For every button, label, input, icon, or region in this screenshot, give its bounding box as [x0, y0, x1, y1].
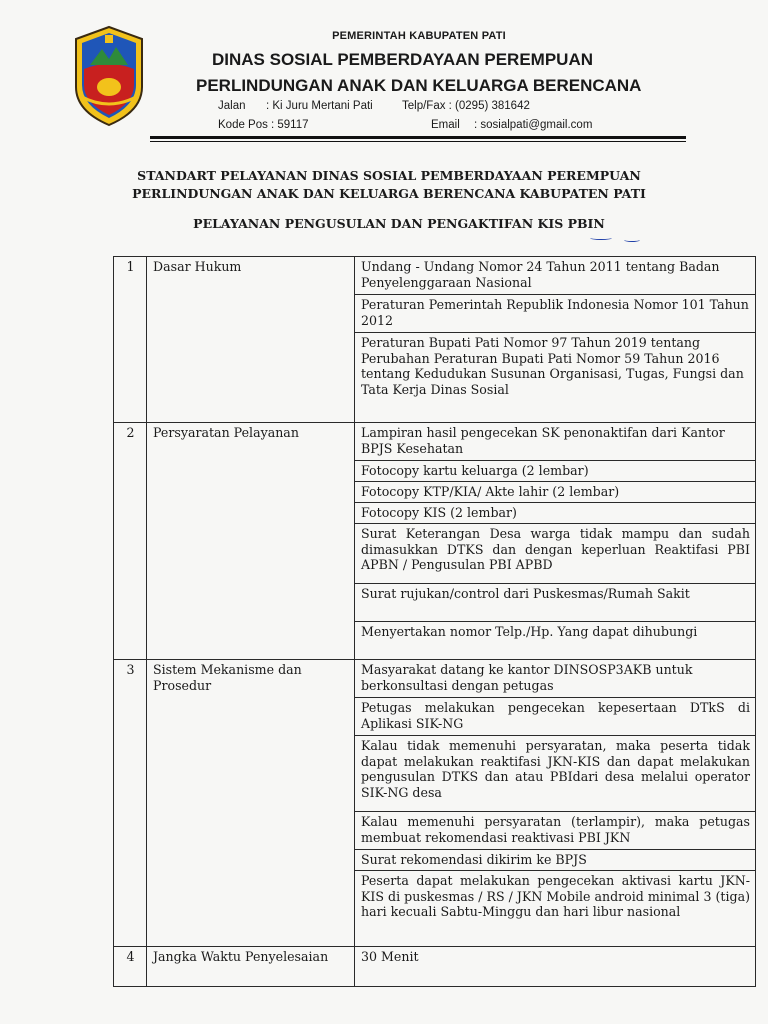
- service-title: PELAYANAN PENGUSULAN DAN PENGAKTIFAN KIS PBIN: [193, 216, 605, 231]
- component-detail: Peraturan Pemerintah Republik Indonesia Nomor 101 Tahun 2012: [355, 295, 756, 333]
- email-label: Email: [431, 119, 460, 131]
- table-row: [114, 947, 756, 987]
- letterhead-divider: [150, 136, 686, 139]
- postal-code-value: : 59117: [271, 119, 309, 131]
- component-label: Sistem Mekanisme dan Prosedur: [147, 660, 355, 947]
- component-detail: Peraturan Bupati Pati Nomor 97 Tahun 2019 tentang Perubahan Peraturan Bupati Pati Nomor 59 Tahun 2016 tentang Kedudukan Susunan Organisasi, Tugas, Fungsi dan Tata Kerja Dinas Sosial: [355, 333, 756, 423]
- component-label: Persyaratan Pelayanan: [147, 423, 355, 660]
- service-standard-table: [113, 256, 756, 987]
- address-value: : Ki Juru Mertani Pati: [266, 100, 373, 112]
- component-detail: Undang - Undang Nomor 24 Tahun 2011 tentang Badan Penyelenggaraan Nasional: [355, 257, 756, 295]
- postal-code-label: Kode Pos: [218, 119, 268, 131]
- table-row: [114, 257, 756, 295]
- agency-name-line2: PERLINDUNGAN ANAK DAN KELUARGA BERENCANA: [196, 76, 642, 95]
- component-detail: Fotocopy kartu keluarga (2 lembar): [355, 461, 756, 482]
- component-detail: Surat rujukan/control dari Puskesmas/Rumah Sakit: [355, 584, 756, 622]
- component-detail: Peserta dapat melakukan pengecekan aktivasi kartu JKN-KIS di puskesmas / RS / JKN Mobile android minimal 3 (tiga) hari kecuali Sabtu-Minggu dan hari libur nasional: [355, 871, 756, 947]
- component-label: Dasar Hukum: [147, 257, 355, 423]
- row-number: 3: [114, 660, 147, 947]
- row-number: 4: [114, 947, 147, 987]
- address-label: Jalan: [218, 100, 246, 112]
- component-detail: Petugas melakukan pengecekan kepesertaan DTkS di Aplikasi SIK-NG: [355, 698, 756, 736]
- component-detail: Kalau tidak memenuhi persyaratan, maka peserta tidak dapat melakukan reaktifasi JKN-KIS dan dapat melakukan pengusulan DTKS dan atau PBIdari desa melalui operator SIK-NG desa: [355, 736, 756, 812]
- component-detail: Fotocopy KTP/KIA/ Akte lahir (2 lembar): [355, 482, 756, 503]
- component-detail: Kalau memenuhi persyaratan (terlampir), maka petugas membuat rekomendasi reaktivasi PBI JKN: [355, 812, 756, 850]
- letterhead-divider-thin: [150, 141, 686, 142]
- component-label: Jangka Waktu Penyelesaian: [147, 947, 355, 987]
- component-detail: Menyertakan nomor Telp./Hp. Yang dapat dihubungi: [355, 622, 756, 660]
- email-value: : sosialpati@gmail.com: [474, 119, 593, 131]
- government-name: PEMERINTAH KABUPATEN PATI: [332, 30, 506, 42]
- component-detail: 30 Menit: [355, 947, 756, 987]
- row-number: 1: [114, 257, 147, 423]
- document-title-line2: PERLINDUNGAN ANAK DAN KELUARGA BERENCANA KABUPATEN PATI: [132, 186, 646, 201]
- pen-underline-mark: [590, 236, 612, 240]
- component-detail: Lampiran hasil pengecekan SK penonaktifan dari Kantor BPJS Kesehatan: [355, 423, 756, 461]
- component-detail: Fotocopy KIS (2 lembar): [355, 503, 756, 524]
- table-row: [114, 660, 756, 698]
- document-title-line1: STANDART PELAYANAN DINAS SOSIAL PEMBERDAYAAN PEREMPUAN: [137, 168, 641, 183]
- agency-name-line1: DINAS SOSIAL PEMBERDAYAAN PEREMPUAN: [212, 50, 593, 69]
- row-number: 2: [114, 423, 147, 660]
- component-detail: Masyarakat datang ke kantor DINSOSP3AKB untuk berkonsultasi dengan petugas: [355, 660, 756, 698]
- table-row: [114, 423, 756, 461]
- component-detail: Surat rekomendasi dikirim ke BPJS: [355, 850, 756, 871]
- pen-underline-mark: [624, 238, 640, 242]
- phone-fax: Telp/Fax : (0295) 381642: [402, 100, 530, 112]
- component-detail: Surat Keterangan Desa warga tidak mampu dan sudah dimasukkan DTKS dan dengan keperluan Reaktifasi PBI APBN / Pengusulan PBI APBD: [355, 524, 756, 584]
